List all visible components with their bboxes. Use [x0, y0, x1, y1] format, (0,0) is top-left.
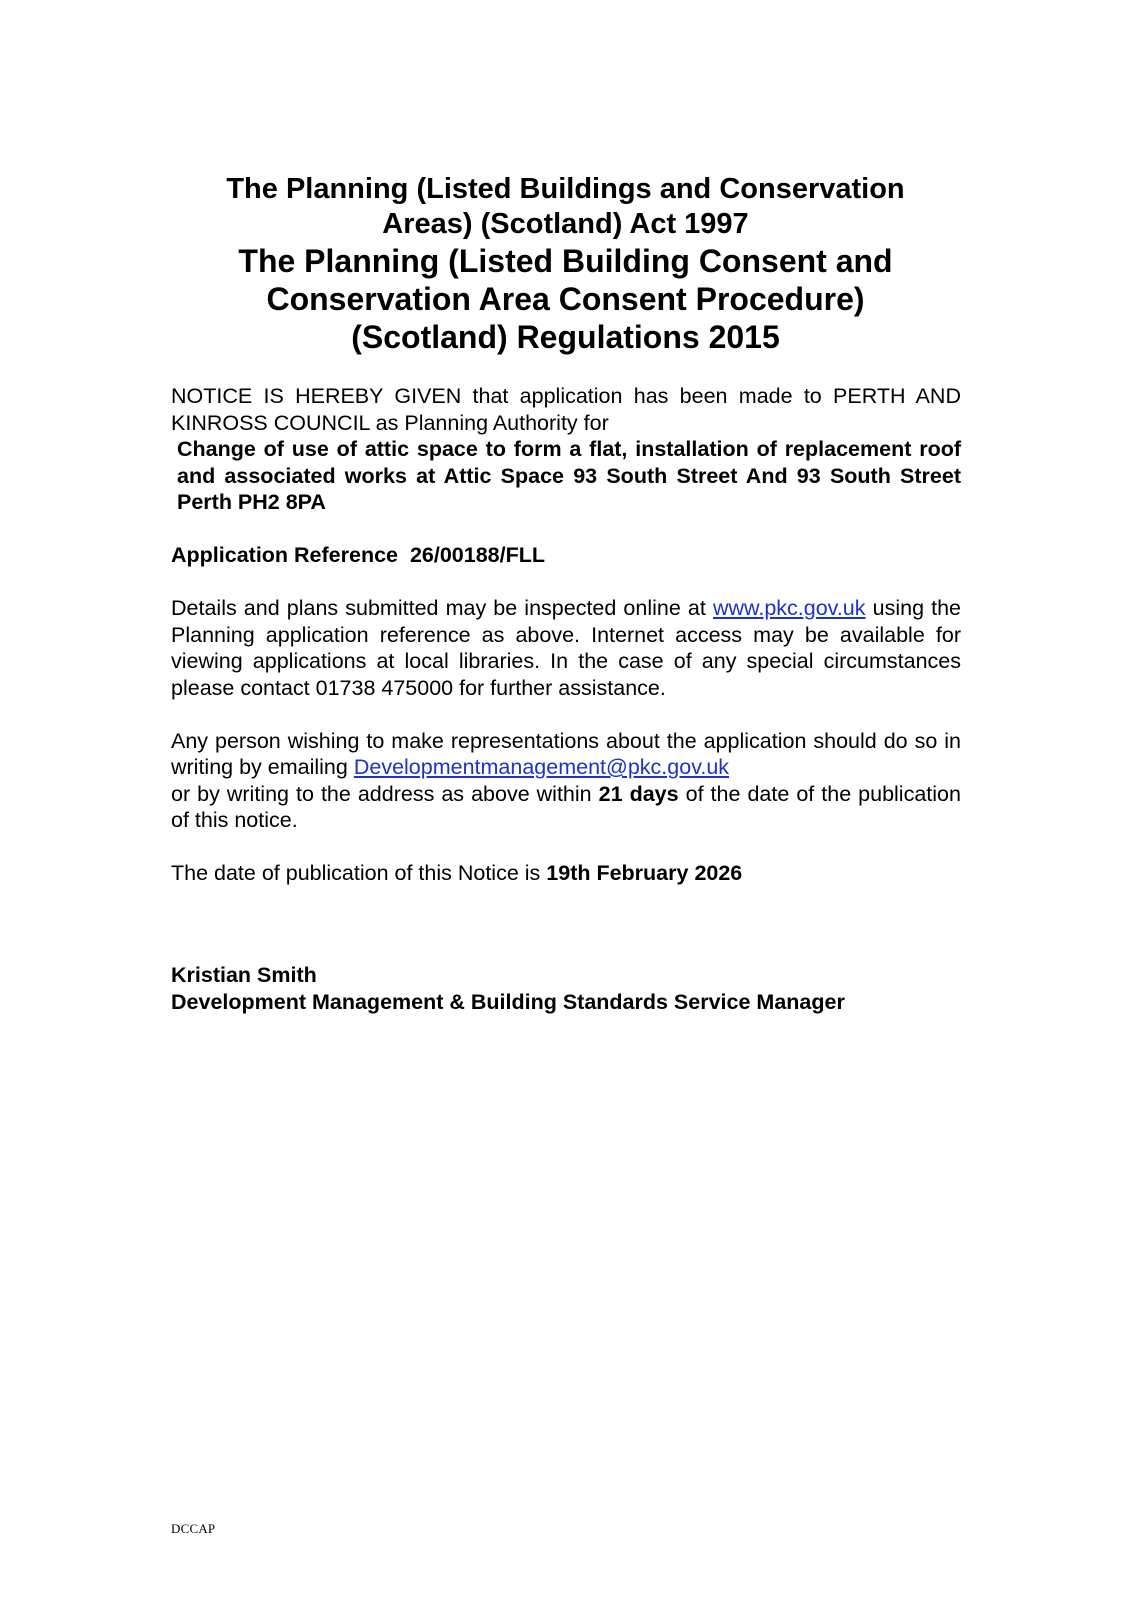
signatory-name: Kristian Smith — [171, 963, 317, 987]
signature-block — [171, 962, 845, 1015]
publication-date: 19th February 2026 — [546, 861, 743, 885]
deadline-days: 21 days — [598, 781, 679, 806]
inspection-text-before: Details and plans submitted may be inspected online at — [171, 596, 706, 620]
regulations-title-line-3: (Scotland) Regulations 2015 — [351, 319, 780, 355]
application-reference — [171, 542, 961, 569]
inspection-text-after: using the Planning application reference as above. Internet access may be available for viewing applications at local libraries. In the case of any special circumstances please contact 01738 475000 for further assistance. — [171, 596, 962, 700]
notice-body — [171, 383, 961, 887]
notice-intro: NOTICE IS HEREBY GIVEN that application has been made to PERTH AND KINROSS COUNCIL as Planning Authority for — [171, 384, 961, 435]
publication-date-line — [171, 860, 961, 887]
act-title-line-2: Areas) (Scotland) Act 1997 — [382, 208, 749, 240]
representations-email-line — [171, 728, 961, 781]
email-link[interactable]: Developmentmanagement@pkc.gov.uk — [353, 755, 730, 779]
act-title-line-1: The Planning (Listed Buildings and Conservation — [226, 173, 905, 205]
publication-text: The date of publication of this Notice is — [171, 861, 541, 885]
signatory-role: Development Management & Building Standards Service Manager — [171, 989, 845, 1014]
regulations-title-line-1: The Planning (Listed Building Consent and — [238, 243, 893, 279]
representations-deadline — [171, 781, 961, 834]
representations-text: Any person wishing to make representations about the application should do so in writing by emailing — [171, 728, 961, 779]
application-reference-label: Application Reference — [171, 543, 398, 567]
proposal-description: Change of use of attic space to form a flat, installation of replacement roof and associated works at Attic Space 93 South Street And 93 South Street Perth PH2 8PA — [177, 437, 961, 514]
deadline-text-after: of the date of the publication of this notice. — [171, 781, 961, 832]
footer-code: DCCAP — [171, 1521, 216, 1536]
legislation-title — [170, 172, 961, 356]
regulations-title-line-2: Conservation Area Consent Procedure) — [266, 281, 865, 317]
deadline-text-before: or by writing to the address as above within — [171, 781, 592, 806]
website-link[interactable]: www.pkc.gov.uk — [712, 596, 866, 620]
inspection-details — [171, 595, 961, 701]
application-reference-value: 26/00188/FLL — [409, 543, 545, 567]
